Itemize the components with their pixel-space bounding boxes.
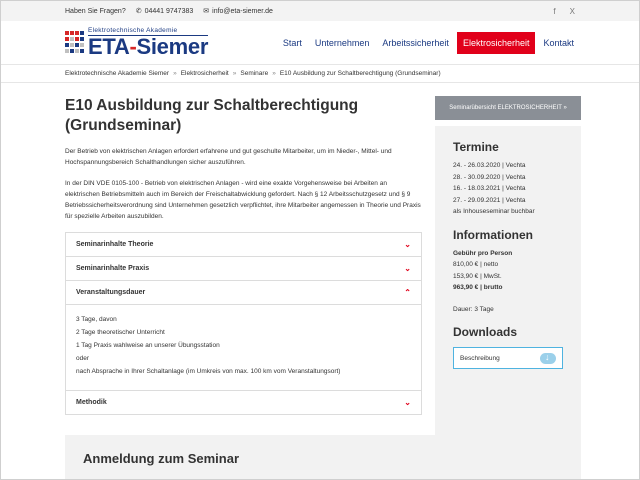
breadcrumb-separator-icon: » (173, 70, 177, 77)
intro-paragraph: Der Betrieb von elektrischen Anlagen erfordert erfahrene und gut geschulte Mitarbeiter, um im Nieder-, Mittel- und Hochspannungsbereich Schalthandlungen sicher auszuführen. (65, 148, 392, 166)
termin-note: als Inhouseseminar buchbar (453, 208, 535, 215)
page-title: E10 Ausbildung zur Schaltberechtigung (Grundseminar) (65, 97, 359, 134)
termin-item: 24. - 26.03.2020 | Vechta (453, 162, 526, 169)
nav-unternehmen[interactable]: Unternehmen (314, 37, 370, 48)
site-logo[interactable] (65, 27, 208, 58)
chevron-up-icon: ⌃ (404, 288, 411, 297)
accordion-header-praxis[interactable] (66, 257, 421, 280)
nav-start[interactable]: Start (282, 37, 302, 48)
fee-gross: 963,90 € | brutto (453, 284, 503, 291)
breadcrumb-separator-icon: » (272, 70, 276, 77)
accordion-theorie (66, 233, 421, 257)
sidebar-info-box (435, 126, 581, 436)
phone-icon: ✆ (135, 8, 142, 15)
breadcrumb-separator-icon: » (232, 70, 237, 77)
breadcrumb-home[interactable]: Elektrotechnische Akademie Siemer (65, 70, 170, 77)
chevron-down-icon: ⌄ (404, 398, 411, 407)
seminar-accordion (65, 232, 422, 415)
facebook-icon[interactable]: f (553, 6, 556, 16)
norm-paragraph: In der DIN VDE 0105-100 - Betrieb von elektrischen Anlagen - wird eine exakte Vorgehensweise bei Arbeiten an elektrischen Betriebsmitteln auch im Bereich der Freischaltabwicklung gefordert. Nach § 12 Arbeitsschutzgesetz und § 9 Betriebssicherheitsverordnung sind Unternehmen gesetzlich verpflichtet, ihre Mitarbeiter angemessen in Theorie und Praxis für spezielle Arbeiten auszubilden. (65, 180, 421, 220)
nav-kontakt[interactable]: Kontakt (543, 37, 574, 48)
accordion-header-theorie[interactable] (66, 233, 421, 256)
nav-arbeitssicherheit[interactable]: Arbeitssicherheit (382, 37, 449, 48)
social-links (553, 7, 575, 16)
termin-item: 27. - 29.09.2021 | Vechta (453, 196, 526, 204)
termin-item: 16. - 18.03.2021 | Vechta (453, 185, 526, 192)
phone-number: 04441 9747383 (144, 7, 194, 15)
breadcrumb-current: E10 Ausbildung zur Schaltberechtigung (Grundseminar) (279, 70, 441, 77)
accordion-header-dauer[interactable] (66, 281, 421, 304)
fee-net: 810,00 € | netto (453, 261, 499, 268)
accordion-body-dauer (66, 304, 421, 390)
main-nav (275, 32, 579, 54)
duration-text: Dauer: 3 Tage (453, 305, 494, 313)
envelope-icon: ✉ (203, 8, 210, 15)
accordion-praxis (66, 257, 421, 281)
sidebar (435, 96, 581, 436)
top-bar (1, 1, 639, 21)
dauer-line: 3 Tage, davon (76, 316, 117, 323)
info-heading: Informationen (453, 227, 533, 242)
logo-mark-icon (65, 31, 85, 55)
accordion-title: Seminarinhalte Praxis (76, 265, 150, 272)
logo-wordmark: ETA-Siemer (88, 34, 209, 59)
chevron-down-icon: ⌄ (404, 264, 411, 273)
termin-item: 28. - 30.09.2020 | Vechta (453, 173, 526, 181)
dauer-line: nach Absprache in Ihrer Schaltanlage (im Umkreis von max. 100 km vom Veranstaltungsort) (76, 368, 341, 375)
termine-heading: Termine (453, 140, 499, 154)
fee-tax: 153,90 € | MwSt. (453, 272, 502, 280)
contact-question (65, 8, 126, 15)
downloads-heading: Downloads (453, 325, 518, 339)
phone-link[interactable] (136, 7, 194, 15)
nav-elektrosicherheit[interactable]: Elektrosicherheit (457, 32, 536, 54)
accordion-title: Veranstaltungsdauer (76, 289, 146, 296)
email-link[interactable] (203, 7, 273, 15)
fee-label: Gebühr pro Person (453, 249, 513, 257)
main-content (65, 84, 422, 415)
download-description-button[interactable] (453, 347, 563, 369)
breadcrumb (1, 65, 639, 83)
dauer-line: 1 Tag Praxis wahlweise an unserer Übungsstation (76, 342, 220, 349)
download-label: Beschreibung (460, 354, 500, 362)
site-header (1, 21, 639, 65)
accordion-header-methodik[interactable] (66, 391, 421, 414)
cloud-download-icon (540, 353, 556, 364)
email-address: info@eta-siemer.de (212, 7, 273, 15)
accordion-methodik (66, 391, 421, 414)
xing-icon[interactable]: X (569, 6, 575, 16)
seminar-overview-button[interactable]: Seminarübersicht ELEKTROSICHERHEIT » (435, 96, 581, 120)
accordion-title: Seminarinhalte Theorie (76, 241, 154, 248)
dauer-line: 2 Tage theoretischer Unterricht (76, 329, 165, 336)
question-text: Haben Sie Fragen? (65, 7, 126, 15)
chevron-down-icon: ⌄ (404, 240, 411, 249)
accordion-dauer (66, 281, 421, 391)
logo-subtitle: Elektrotechnische Akademie (88, 27, 208, 36)
dauer-line: oder (76, 355, 90, 362)
accordion-title: Methodik (76, 399, 107, 406)
registration-heading: Anmeldung zum Seminar (83, 451, 240, 466)
registration-section (65, 435, 581, 480)
breadcrumb-seminare[interactable]: Seminare (240, 70, 269, 77)
breadcrumb-elektrosicherheit[interactable]: Elektrosicherheit (180, 70, 229, 77)
